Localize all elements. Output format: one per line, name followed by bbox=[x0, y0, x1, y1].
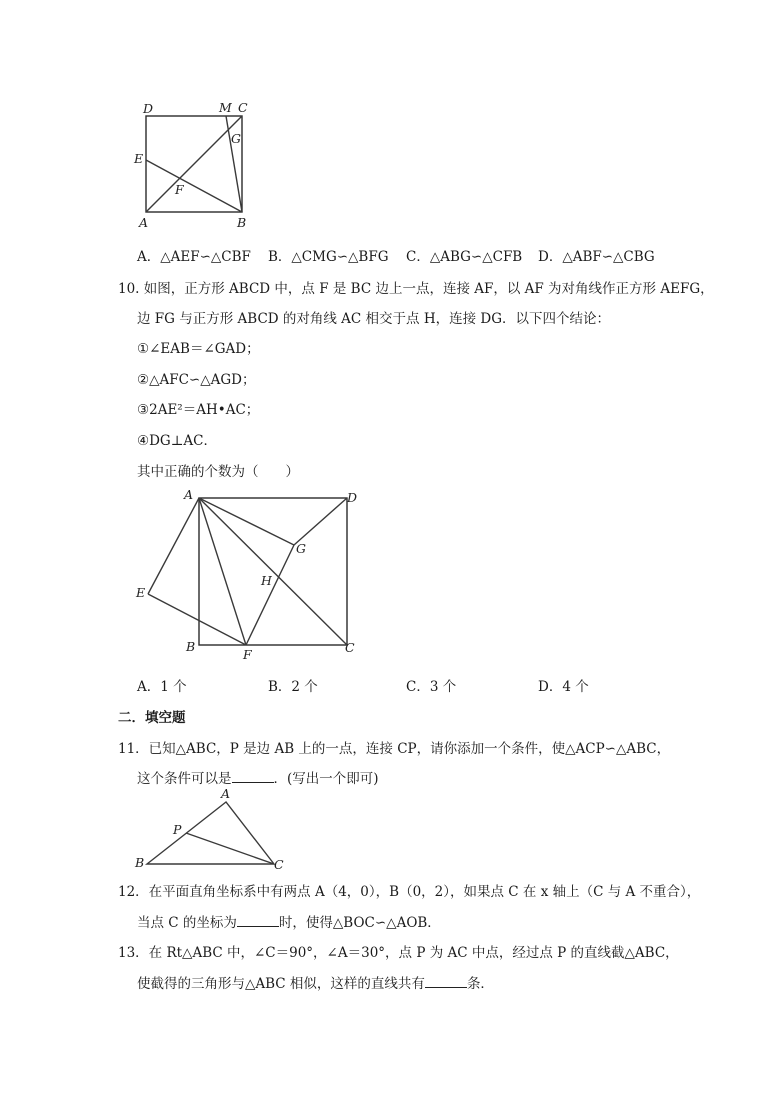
q11-triangle-abc bbox=[147, 802, 274, 864]
q9-label-a: A bbox=[139, 215, 149, 230]
q9-option-d: D．△ABF∽△CBG bbox=[538, 249, 655, 265]
q13-line1: 13．在 Rt△ABC 中，∠C＝90°，∠A＝30°，点 P 为 AC 中点，经过点 P 的直线截△ABC， bbox=[118, 945, 679, 961]
q10-figure bbox=[125, 485, 365, 665]
q12-line1: 12．在平面直角坐标系中有两点 A（4，0），B（0，2），如果点 C 在 x 轴上（C 与 A 不重合）， bbox=[118, 884, 701, 900]
q11-line2-after: ．(写出一个即可) bbox=[273, 771, 379, 787]
q10-option-c: C．3 个 bbox=[406, 679, 457, 695]
q10-segment-ae bbox=[148, 498, 199, 594]
q10-segment-ef bbox=[148, 594, 246, 645]
q9-label-m: M bbox=[219, 100, 232, 115]
q11-label-a: A bbox=[221, 786, 231, 801]
q9-label-e: E bbox=[134, 151, 144, 166]
q9-option-a: A．△AEF∽△CBF bbox=[137, 249, 251, 265]
q9-label-g: G bbox=[231, 131, 241, 146]
q11-line1: 11．已知△ABC，P 是边 AB 上的一点，连接 CP，请你添加一个条件，使△ACP∽△ABC， bbox=[118, 741, 671, 757]
q10-diagonal-ac bbox=[199, 498, 347, 645]
q13-line2 bbox=[137, 972, 494, 992]
q13-line2-before: 使截得的三角形与△ABC 相似，这样的直线共有 bbox=[137, 976, 425, 992]
q10-label-f: F bbox=[243, 647, 252, 662]
q13-answer-blank[interactable] bbox=[425, 975, 467, 988]
q9-figure bbox=[120, 95, 270, 235]
q10-segment-af bbox=[199, 498, 246, 645]
q12-answer-blank[interactable] bbox=[237, 914, 279, 927]
q11-answer-blank[interactable] bbox=[232, 770, 274, 783]
q9-label-f: F bbox=[175, 182, 184, 197]
q10-conclusion-3: ③2AE²＝AH•AC； bbox=[137, 402, 260, 418]
q11-label-b: B bbox=[135, 855, 145, 870]
q9-label-d: D bbox=[143, 101, 154, 116]
q9-segment-eb bbox=[146, 160, 242, 212]
q10-label-c: C bbox=[345, 640, 355, 655]
q10-option-b: B．2 个 bbox=[268, 679, 318, 695]
q11-label-p: P bbox=[173, 822, 182, 837]
q9-option-c: C．△ABG∽△CFB bbox=[406, 249, 523, 265]
q10-conclusion-1: ①∠EAB＝∠GAD； bbox=[137, 341, 260, 357]
q9-option-b: B．△CMG∽△BFG bbox=[268, 249, 389, 265]
q9-label-b: B bbox=[237, 215, 247, 230]
q10-question: 其中正确的个数为（ ） bbox=[137, 464, 299, 480]
q10-conclusion-4: ④DG⊥AC． bbox=[137, 433, 217, 449]
q9-label-c: C bbox=[238, 100, 248, 115]
q12-line2-after: 时，使得△BOC∽△AOB． bbox=[278, 915, 441, 931]
q11-line2-before: 这个条件可以是 bbox=[137, 771, 232, 787]
q10-line2: 边 FG 与正方形 ABCD 的对角线 AC 相交于点 H，连接 DG．以下四个结论： bbox=[137, 311, 611, 327]
q10-line1: 10. 如图，正方形 ABCD 中，点 F 是 BC 边上一点，连接 AF，以 AF 为对角线作正方形 AEFG， bbox=[118, 281, 714, 297]
q11-segment-pc bbox=[186, 833, 274, 864]
q11-label-c: C bbox=[274, 857, 284, 872]
q10-option-d: D．4 个 bbox=[538, 679, 589, 695]
section-title: 二．填空题 bbox=[118, 710, 186, 726]
q12-line2 bbox=[137, 911, 441, 931]
q10-segment-ag bbox=[199, 498, 294, 545]
q10-conclusion-2: ②△AFC∽△AGD； bbox=[137, 372, 256, 388]
q11-figure bbox=[125, 785, 295, 875]
q10-label-g: G bbox=[296, 541, 306, 556]
q12-line2-before: 当点 C 的坐标为 bbox=[137, 915, 237, 931]
q10-label-b: B bbox=[186, 639, 196, 654]
q10-option-a: A．1 个 bbox=[137, 679, 187, 695]
q9-diagonal-ac bbox=[146, 116, 242, 212]
q10-segment-fg bbox=[246, 545, 294, 645]
q10-segment-gd bbox=[294, 498, 347, 545]
q11-line2 bbox=[137, 767, 379, 787]
q10-label-e: E bbox=[136, 585, 146, 600]
q10-label-a: A bbox=[184, 487, 194, 502]
q10-label-h: H bbox=[261, 573, 272, 588]
q13-line2-after: 条． bbox=[466, 976, 494, 992]
q10-label-d: D bbox=[347, 490, 358, 505]
